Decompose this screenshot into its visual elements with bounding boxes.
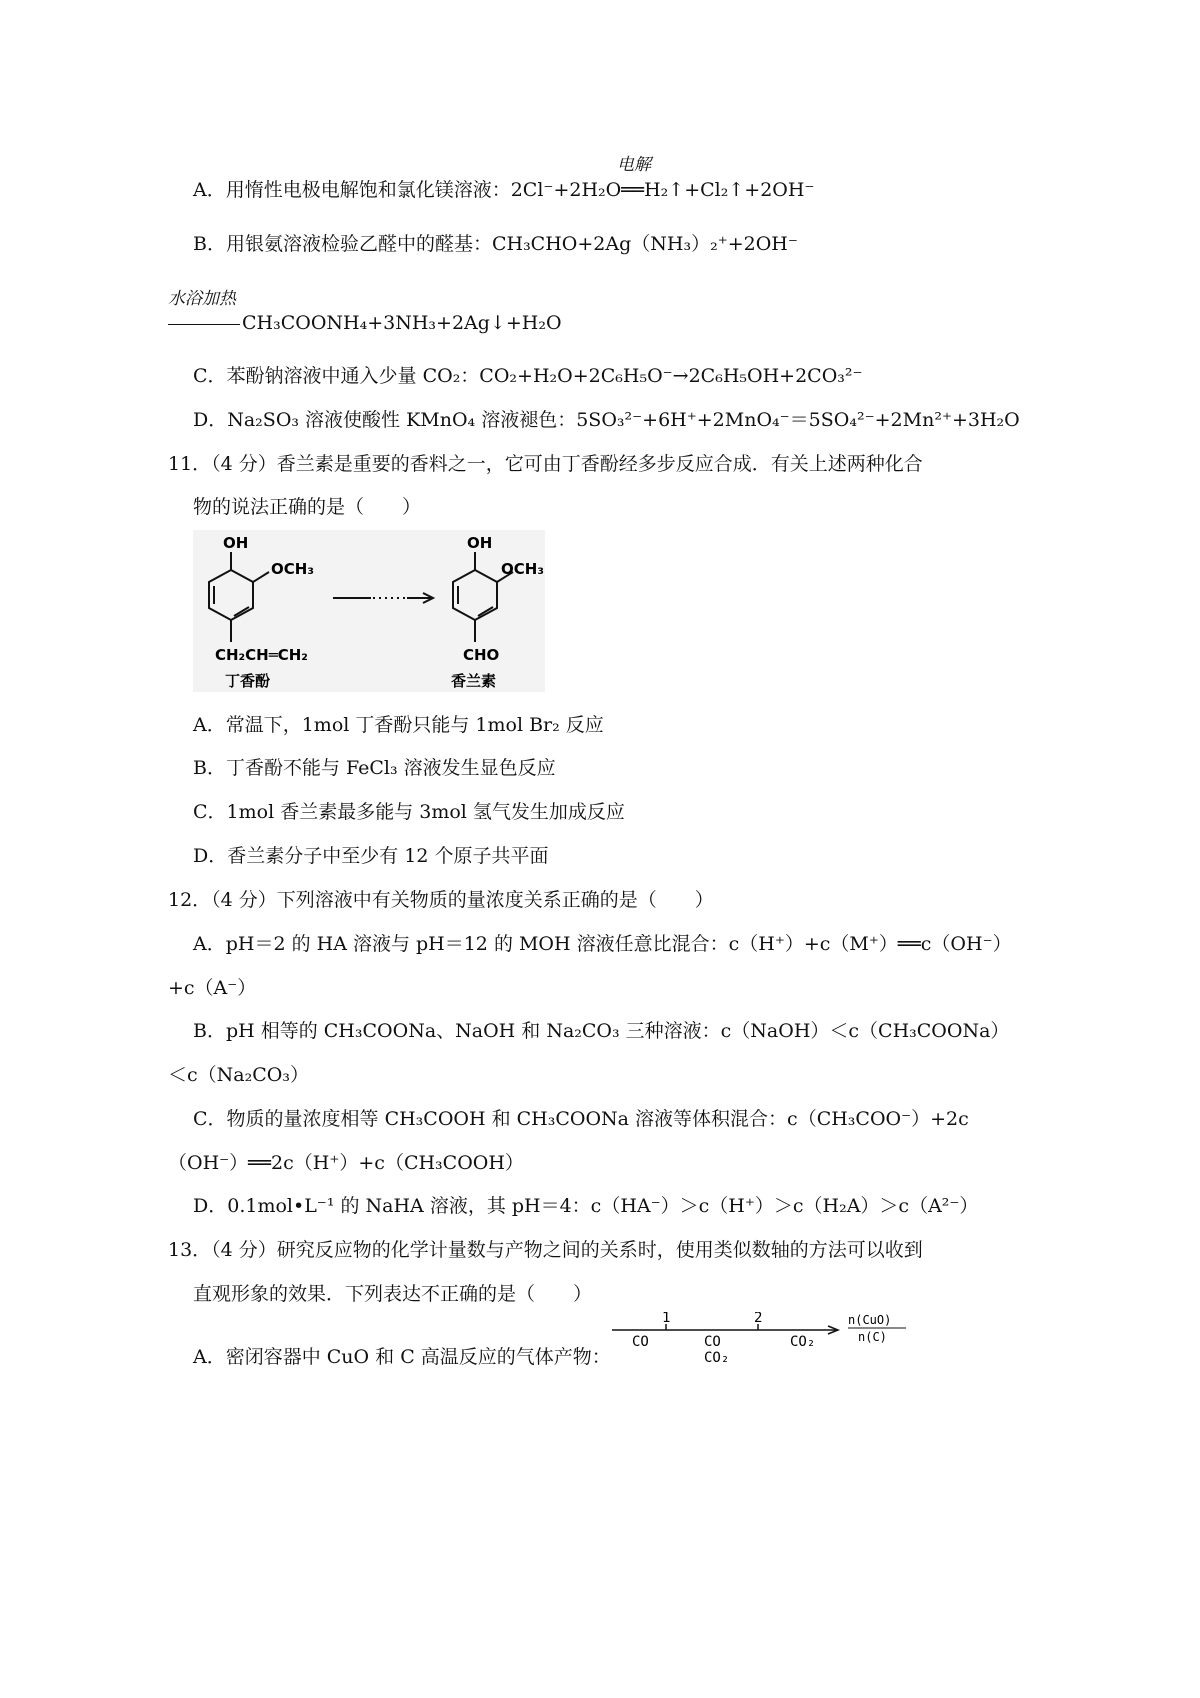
q10-option-a: A．用惰性电极电解饱和氯化镁溶液：2Cl⁻+2H₂O══H₂↑+Cl₂↑+2OH⁻ [193,179,815,201]
number-line-figure [608,1312,918,1372]
q12-option-d: D．0.1mol•L⁻¹ 的 NaHA 溶液，其 pH＝4：c（HA⁻）＞c（H⁺）＞c（H₂A）＞c（A²⁻） [193,1195,979,1217]
q11-stem-line1: 11．（4 分）香兰素是重要的香料之一，它可由丁香酚经多步反应合成．有关上述两种化合 [168,453,923,475]
segment-co2: CO₂ [790,1334,816,1350]
q10-option-d: D．Na₂SO₃ 溶液使酸性 KMnO₄ 溶液褪色：5SO₃²⁻+6H⁺+2MnO₄⁻＝5SO₄²⁻+2Mn²⁺+3H₂O [193,409,1020,431]
q12-option-a-line1: A．pH＝2 的 HA 溶液与 pH＝12 的 MOH 溶液任意比混合：c（H⁺）+c（M⁺）══c（OH⁻） [193,933,1012,955]
number-line-svg [608,1312,918,1372]
q12-option-c-line1: C．物质的量浓度相等 CH₃COOH 和 CH₃COONa 溶液等体积混合：c（CH₃COO⁻）+2c [193,1108,969,1130]
q12-option-b-line2: ＜c（Na₂CO₃） [168,1064,309,1086]
q13-option-a: A．密闭容器中 CuO 和 C 高温反应的气体产物： [193,1346,611,1368]
q11-stem-line2: 物的说法正确的是（ ） [193,496,422,518]
eugenol-name-label: 丁香酚 [225,672,271,690]
q11-option-a: A．常温下，1mol 丁香酚只能与 1mol Br₂ 反应 [193,714,604,736]
q12-option-c-line2: （OH⁻）══2c（H⁺）+c（CH₃COOH） [168,1152,524,1174]
q13-stem-line2: 直观形象的效果．下列表达不正确的是（ ） [193,1283,593,1305]
q12-option-b-line1: B．pH 相等的 CH₃COONa、NaOH 和 Na₂CO₃ 三种溶液：c（NaOH）＜c（CH₃COONa） [193,1020,1010,1042]
eugenol-chain-label: CH₂CH═CH₂ [215,646,308,664]
tick-label-1: 1 [662,1312,671,1326]
vanillin-oh-label: OH [467,534,493,552]
eugenol-och3-label: OCH₃ [271,560,314,578]
ratio-denominator: n(C) [858,1330,887,1344]
vanillin-name-label: 香兰素 [451,672,497,690]
q12-stem: 12．（4 分）下列溶液中有关物质的量浓度关系正确的是（ ） [168,889,714,911]
q13-stem-line1: 13．（4 分）研究反应物的化学计量数与产物之间的关系时，使用类似数轴的方法可以收到 [168,1239,923,1261]
number-line-axis [612,1324,838,1334]
ratio-numerator: n(CuO) [848,1313,892,1327]
electrolysis-condition: 电解 [617,155,651,175]
reaction-arrow-line [168,324,240,325]
segment-co: CO [632,1334,649,1350]
q10-option-c: C．苯酚钠溶液中通入少量 CO₂：CO₂+H₂O+2C₆H₅O⁻→2C₆H₅OH+2CO₃²⁻ [193,365,863,387]
segment-mixed-co2: CO₂ [704,1350,730,1366]
water-bath-condition: 水浴加热 [168,289,236,309]
q10-option-b-line2 [168,310,562,336]
segment-mixed-co: CO [704,1334,721,1350]
molecule-figure [193,530,545,692]
vanillin-och3-label: OCH₃ [501,560,544,578]
tick-label-2: 2 [754,1312,763,1326]
q10-option-b-products: CH₃COONH₄+3NH₃+2Ag↓+H₂O [242,312,562,334]
q11-option-c: C．1mol 香兰素最多能与 3mol 氢气发生加成反应 [193,801,625,823]
structure-diagram-svg [193,530,545,692]
q10-option-b-line1: B．用银氨溶液检验乙醛中的醛基：CH₃CHO+2Ag（NH₃）₂⁺+2OH⁻ [193,233,798,255]
q12-option-a-line2: +c（A⁻） [168,977,257,999]
q11-option-b: B．丁香酚不能与 FeCl₃ 溶液发生显色反应 [193,757,556,779]
q11-option-d: D．香兰素分子中至少有 12 个原子共平面 [193,845,549,867]
eugenol-oh-label: OH [223,534,249,552]
vanillin-cho-label: CHO [463,646,500,664]
